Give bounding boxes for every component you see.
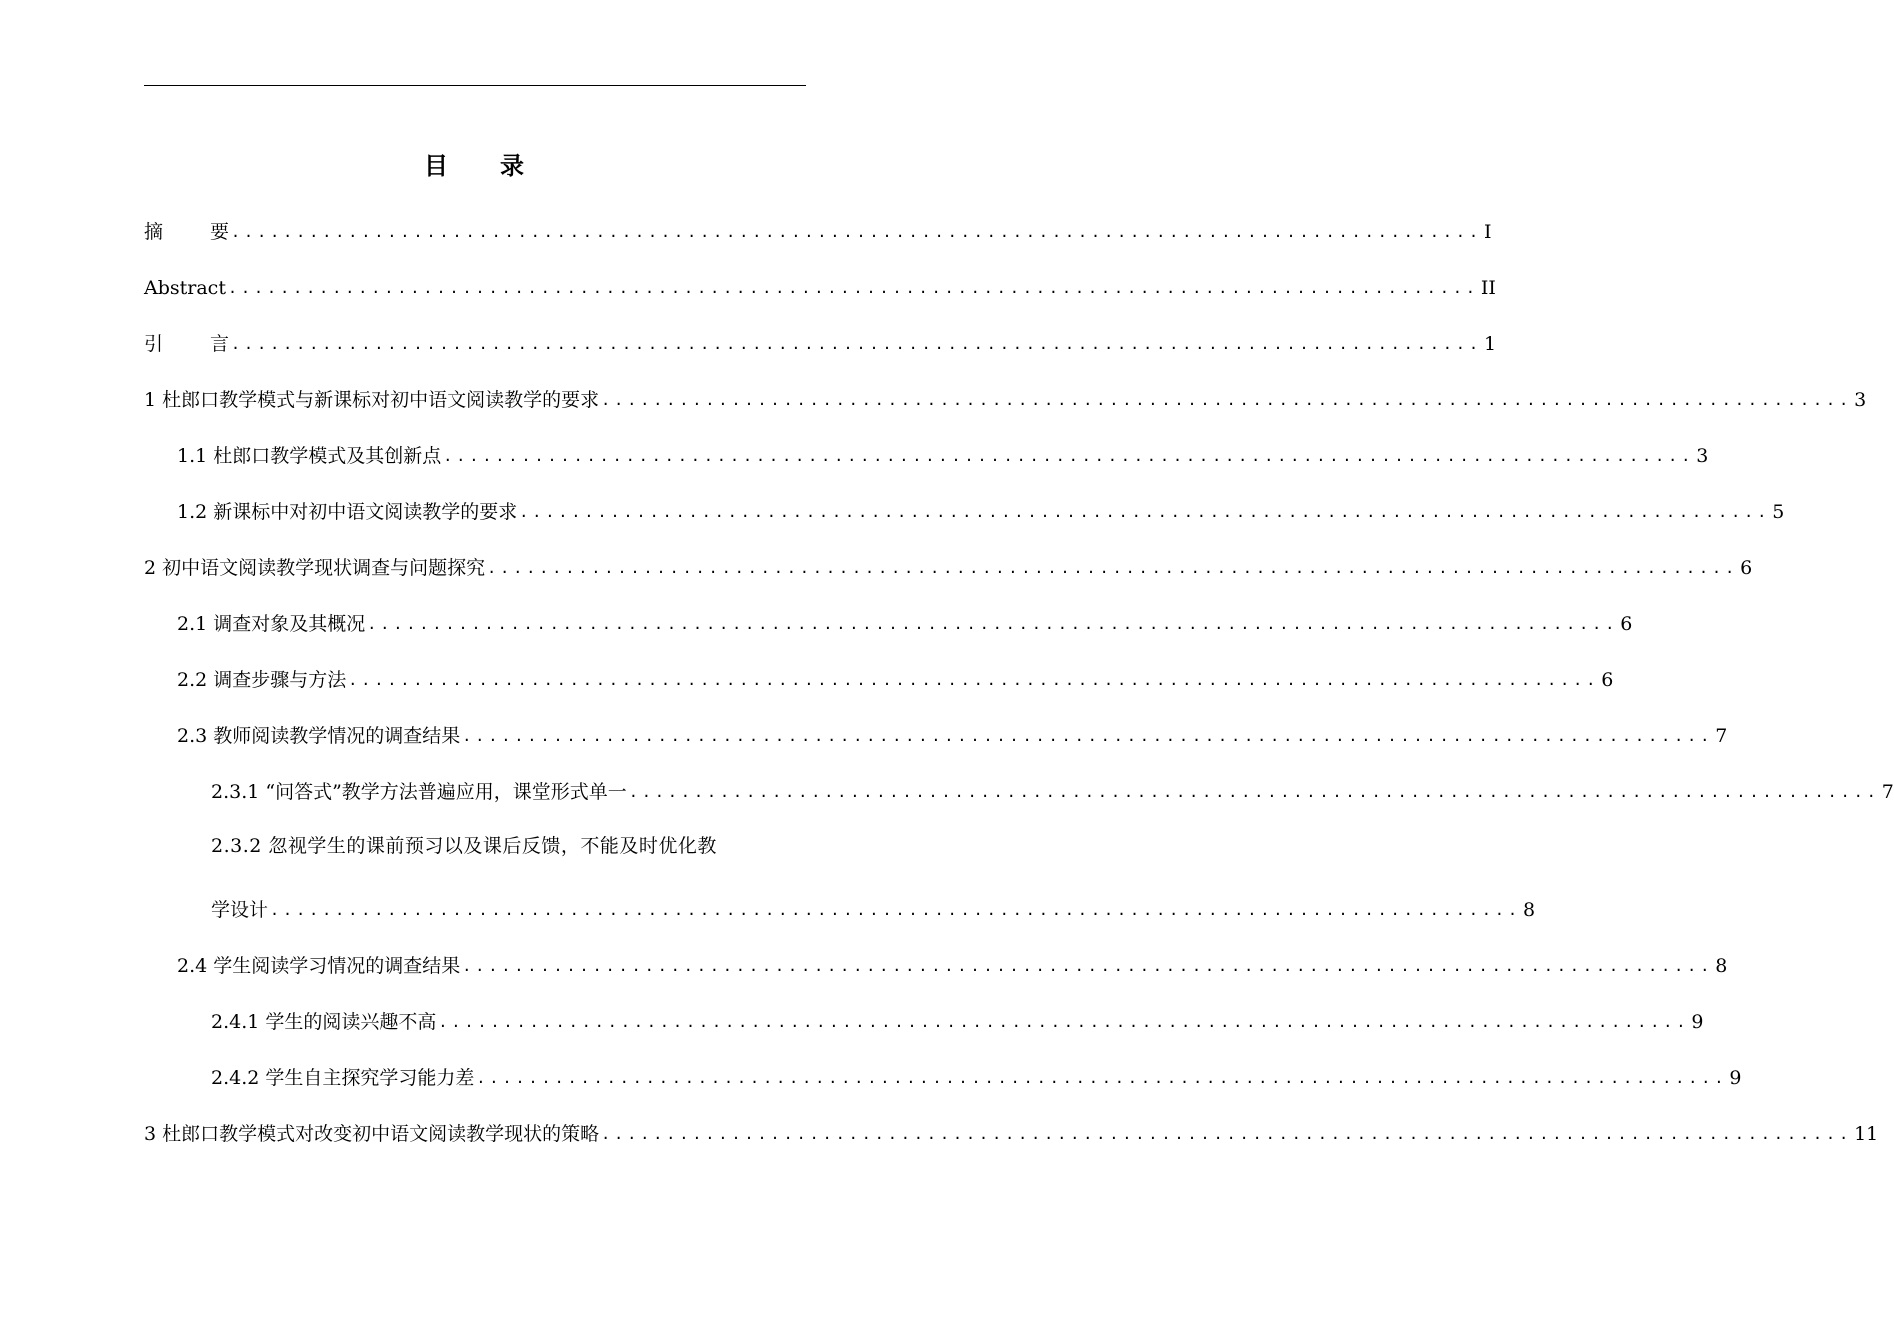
toc-entry-chapter-2[interactable] bbox=[144, 550, 1753, 582]
toc-entry-label: 2.4.1 学生的阅读兴趣不高 bbox=[211, 1011, 437, 1033]
toc-entry-label: 2.3 教师阅读教学情况的调查结果 bbox=[177, 725, 461, 747]
toc-entry-label: 3 杜郎口教学模式对改变初中语文阅读教学现状的策略 bbox=[144, 1123, 600, 1145]
toc-entry-label-b: 要 bbox=[210, 221, 230, 243]
toc-entry-section-2-3[interactable] bbox=[144, 718, 1728, 750]
toc-entry-page: 9 bbox=[1691, 1011, 1704, 1033]
toc-entry-abstract-zh[interactable] bbox=[144, 214, 1492, 246]
header-rule bbox=[144, 85, 806, 86]
toc-entry-page: 7 bbox=[1881, 781, 1894, 803]
toc-entry-section-2-4[interactable] bbox=[144, 948, 1728, 980]
leader-dots: ................................................................................................ bbox=[487, 559, 1739, 577]
toc-entry-page: 3 bbox=[1696, 445, 1709, 467]
toc-entry-label: 1.1 杜郎口教学模式及其创新点 bbox=[177, 445, 442, 467]
toc-entry-introduction[interactable] bbox=[144, 326, 1497, 358]
toc-entry-label: 1 杜郎口教学模式与新课标对初中语文阅读教学的要求 bbox=[144, 389, 600, 411]
toc-title-part1: 目 bbox=[424, 152, 450, 180]
toc-entry-label: 学设计 bbox=[211, 899, 269, 921]
toc-entry-page: 5 bbox=[1772, 501, 1785, 523]
toc-entry-chapter-1[interactable] bbox=[144, 382, 1867, 414]
toc-entry-label-b: 言 bbox=[210, 333, 230, 355]
leader-dots: ................................................................................................ bbox=[476, 1069, 1728, 1087]
toc-entry-section-1-2[interactable] bbox=[144, 494, 1785, 526]
toc-entry-section-2-3-1[interactable] bbox=[144, 774, 1894, 806]
toc-entry-section-2-2[interactable] bbox=[144, 662, 1614, 694]
toc-entry-label-a: 引 bbox=[144, 333, 164, 355]
toc-entry-page: 11 bbox=[1854, 1123, 1879, 1145]
toc-entry-label-a: 摘 bbox=[144, 221, 164, 243]
toc-entry-chapter-3[interactable] bbox=[144, 1116, 1879, 1148]
toc-entry-label: 1.2 新课标中对初中语文阅读教学的要求 bbox=[177, 501, 518, 523]
leader-dots: ................................................................................................ bbox=[601, 391, 1853, 409]
toc-entry-section-1-1[interactable] bbox=[144, 438, 1709, 470]
toc-title bbox=[144, 148, 806, 184]
leader-dots: ................................................................................................ bbox=[231, 223, 1482, 241]
toc-entry-page: 6 bbox=[1740, 557, 1753, 579]
toc-entry-page: I bbox=[1483, 221, 1492, 243]
toc-entry-label: 2.3.1 “问答式”教学方法普遍应用，课堂形式单一 bbox=[211, 781, 627, 803]
leader-dots: ................................................................................................ bbox=[601, 1125, 1853, 1143]
leader-dots: ................................................................................................ bbox=[367, 615, 1619, 633]
toc-entry-label: 2.4 学生阅读学习情况的调查结果 bbox=[177, 955, 461, 977]
leader-dots: ................................................................................................ bbox=[462, 727, 1714, 745]
toc-entry-section-2-3-2[interactable] bbox=[144, 892, 1536, 924]
leader-dots: ................................................................................................ bbox=[438, 1013, 1690, 1031]
leader-dots: ................................................................................................ bbox=[231, 335, 1482, 353]
leader-dots: ................................................................................................ bbox=[462, 957, 1714, 975]
toc-entry-label: 2.4.2 学生自主探究学习能力差 bbox=[211, 1067, 475, 1089]
toc-entry-label: Abstract bbox=[144, 277, 226, 299]
toc-entry-page: II bbox=[1480, 277, 1496, 299]
toc-entry-page: 1 bbox=[1483, 333, 1497, 355]
toc-entry-section-2-4-2[interactable] bbox=[144, 1060, 1742, 1092]
leader-dots: ................................................................................................ bbox=[227, 279, 1479, 297]
leader-dots: ................................................................................................ bbox=[628, 783, 1880, 801]
leader-dots: ................................................................................................ bbox=[348, 671, 1600, 689]
toc-entry-section-2-4-1[interactable] bbox=[144, 1004, 1704, 1036]
toc-title-part2: 录 bbox=[500, 152, 526, 180]
toc-entry-page: 3 bbox=[1854, 389, 1867, 411]
leader-dots: ................................................................................................ bbox=[519, 503, 1771, 521]
toc-entry-page: 6 bbox=[1620, 613, 1633, 635]
toc-entry-label: 2 初中语文阅读教学现状调查与问题探究 bbox=[144, 557, 486, 579]
toc-entry-label: 2.2 调查步骤与方法 bbox=[177, 669, 347, 691]
toc-entry-page: 8 bbox=[1522, 899, 1536, 921]
toc-entry-abstract-en[interactable] bbox=[144, 270, 1496, 302]
toc-entry-label: 2.1 调查对象及其概况 bbox=[177, 613, 366, 635]
toc-entry-section-2-3-2-line1[interactable]: 2.3.2 忽视学生的课前预习以及课后反馈，不能及时优化教 bbox=[211, 835, 717, 857]
toc-entry-page: 6 bbox=[1601, 669, 1614, 691]
leader-dots: ................................................................................................ bbox=[270, 901, 1521, 919]
toc-entry-section-2-1[interactable] bbox=[144, 606, 1633, 638]
toc-entry-page: 9 bbox=[1729, 1067, 1742, 1089]
toc-entry-page: 7 bbox=[1715, 725, 1728, 747]
leader-dots: ................................................................................................ bbox=[443, 447, 1695, 465]
toc-entry-page: 8 bbox=[1715, 955, 1728, 977]
